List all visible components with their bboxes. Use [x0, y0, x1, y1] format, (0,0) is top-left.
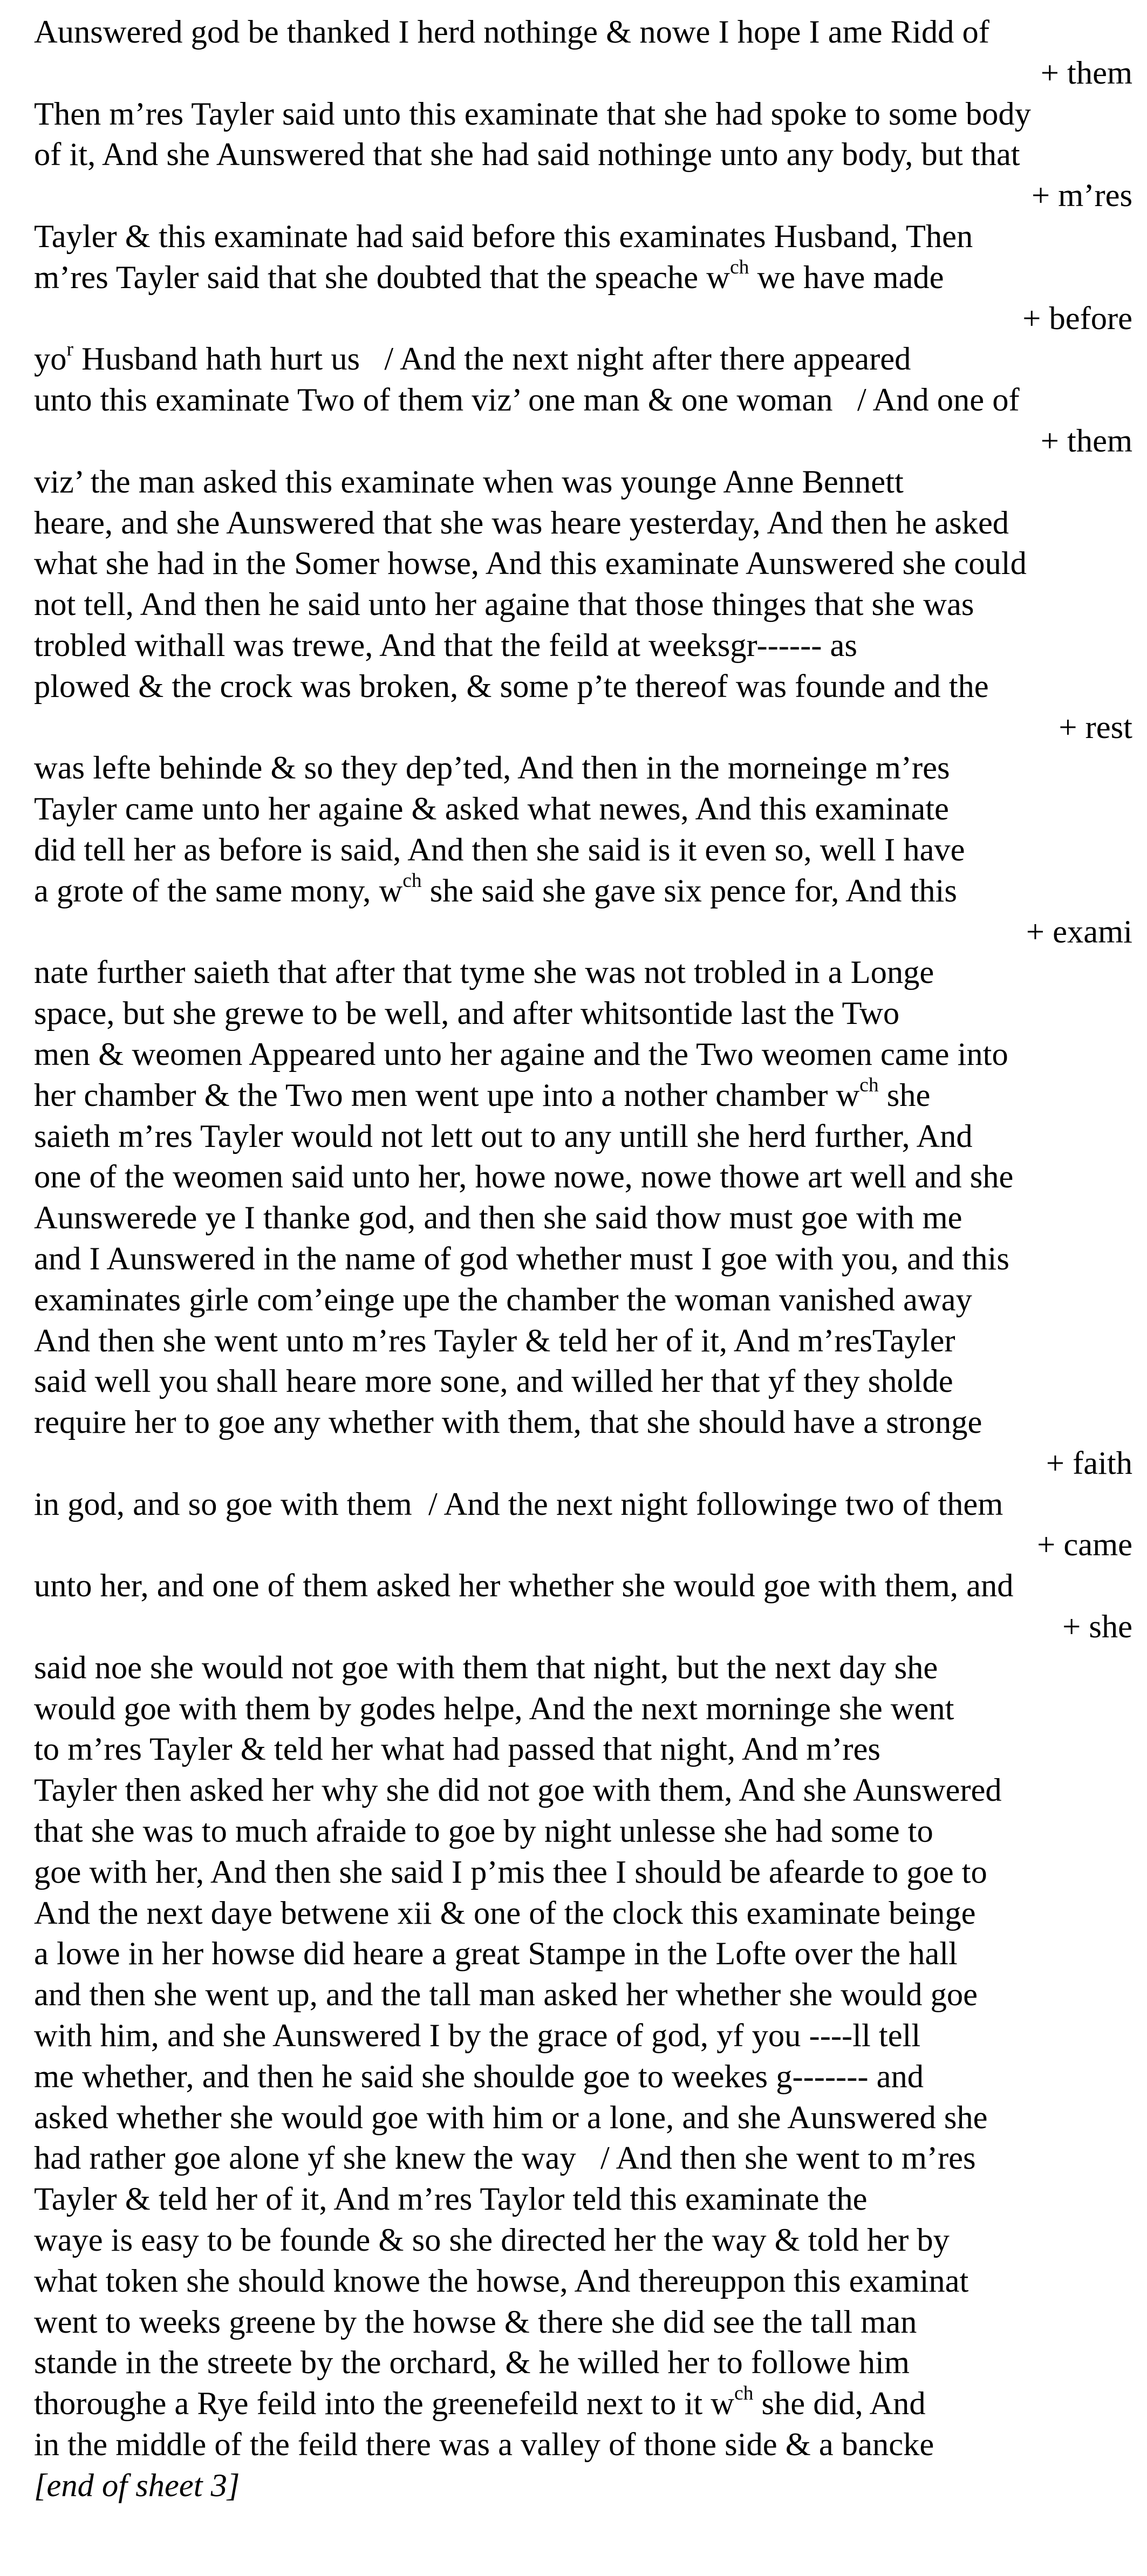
margin-insertion: + she: [1062, 1609, 1132, 1645]
text-line: unto this examinate Two of them viz’ one man & one woman / And one of: [34, 382, 1020, 419]
margin-insertion: + rest: [1059, 709, 1132, 746]
text-line: saieth m’res Tayler would not lett out to any untill she herd further, And: [34, 1118, 973, 1154]
text-line: space, but she grewe to be well, and after whitsontide last the Two: [34, 995, 900, 1032]
text-line: was lefte behinde & so they dep’ted, And then in the morneinge m’res: [34, 750, 950, 787]
margin-insertion: + exami: [1026, 913, 1132, 950]
text-line: heare, and she Aunswered that she was heare yesterday, And then he asked: [34, 504, 1009, 541]
text-line: Aunswered god be thanked I herd nothinge & nowe I hope I ame Ridd of: [34, 14, 989, 50]
text-line: what she had in the Somer howse, And this examinate Aunswered she could: [34, 545, 1027, 582]
text-line: Tayler then asked her why she did not goe with them, And she Aunswered: [34, 1772, 1002, 1809]
text-line: me whether, and then he said she shoulde goe to weekes g------- and: [34, 2058, 924, 2095]
text-line: and I Aunswered in the name of god whether must I goe with you, and this: [34, 1240, 1009, 1277]
text-line: unto her, and one of them asked her whether she would goe with them, and: [34, 1568, 1014, 1604]
text-line: not tell, And then he said unto her againe that those thinges that she was: [34, 586, 974, 623]
text-line: a grote of the same mony, $w^{ch}$ she said she gave six pence for, And this: [34, 869, 957, 909]
text-line: plowed & the crock was broken, & some p’te thereof was founde and the: [34, 668, 989, 705]
text-line: one of the weomen said unto her, howe nowe, nowe thowe art well and she: [34, 1159, 1014, 1195]
margin-insertion: + them: [1040, 422, 1132, 459]
text-line: and then she went up, and the tall man asked her whether she would goe: [34, 1977, 978, 2013]
text-line: And then she went unto m’res Tayler & teld her of it, And m’resTayler: [34, 1322, 955, 1359]
text-line: And the next daye betwene xii & one of the clock this examinate beinge: [34, 1895, 976, 1931]
text-line: in god, and so goe with them / And the next night followinge two of them: [34, 1486, 1003, 1522]
superscript-abbreviation: ch: [402, 869, 422, 892]
text-line: had rather goe alone yf she knew the way / And then she went to m’res: [34, 2140, 976, 2177]
text-line: Tayler & teld her of it, And m’res Taylor teld this examinate the: [34, 2181, 868, 2218]
text-line: in the middle of the feild there was a valley of thone side & a bancke: [34, 2427, 934, 2463]
text-line: Then m’res Tayler said unto this examinate that she had spoke to some body: [34, 95, 1031, 132]
text-line: to m’res Tayler & teld her what had passed that night, And m’res: [34, 1731, 880, 1768]
text-line: with him, and she Aunswered I by the grace of god, yf you ----ll tell: [34, 2018, 921, 2054]
margin-insertion: + m’res: [1032, 177, 1132, 214]
text-line: said noe she would not goe with them that night, but the next day she: [34, 1649, 938, 1686]
text-line: goe with her, And then she said I p’mis thee I should be afearde to goe to: [34, 1854, 987, 1890]
text-line: asked whether she would goe with him or a lone, and she Aunswered she: [34, 2099, 988, 2136]
margin-insertion: + faith: [1046, 1445, 1132, 1481]
text-line: $yo^r$ Husband hath hurt us / And the next night after there appeared: [34, 338, 911, 378]
text-line: a lowe in her howse did heare a great Stampe in the Lofte over the hall: [34, 1936, 958, 1972]
superscript-abbreviation: ch: [734, 2382, 754, 2405]
text-line: would goe with them by godes helpe, And the next morninge she went: [34, 1690, 954, 1727]
text-line: Aunswerede ye I thanke god, and then she said thow must goe with me: [34, 1200, 962, 1236]
margin-insertion: + came: [1037, 1527, 1132, 1563]
text-line: her chamber & the Two men went upe into a nother chamber $w^{ch}$ she: [34, 1074, 931, 1113]
text-line: of it, And she Aunswered that she had said nothinge unto any body, but that: [34, 136, 1020, 173]
text-line: trobled withall was trewe, And that the feild at weeksgr------ as: [34, 627, 857, 664]
text-line: nate further saieth that after that tyme she was not trobled in a Longe: [34, 954, 934, 991]
text-line: waye is easy to be founde & so she directed her the way & told her by: [34, 2222, 950, 2259]
text-line: said well you shall heare more sone, and willed her that yf they sholde: [34, 1363, 953, 1400]
margin-insertion: + them: [1040, 54, 1132, 91]
text-line: what token she should knowe the howse, And thereuppon this examinat: [34, 2263, 969, 2299]
superscript-abbreviation: ch: [859, 1074, 879, 1096]
superscript-abbreviation: ch: [729, 256, 749, 278]
text-line: stande in the streete by the orchard, & he willed her to followe him: [34, 2345, 910, 2381]
text-line: thoroughe a Rye feild into the greenefeild next to it $w^{ch}$ she did, And: [34, 2382, 926, 2422]
text-line: that she was to much afraide to goe by night unlesse she had some to: [34, 1813, 933, 1850]
margin-insertion: + before: [1022, 300, 1132, 337]
text-line: men & weomen Appeared unto her againe and the Two weomen came into: [34, 1036, 1008, 1072]
text-line: Tayler & this examinate had said before this examinates Husband, Then: [34, 218, 973, 255]
text-line: examinates girle com’einge upe the chamber the woman vanished away: [34, 1281, 972, 1318]
text-line: Tayler came unto her againe & asked what newes, And this examinate: [34, 791, 949, 828]
text-line: m’res Tayler said that she doubted that the speache $w^{ch}$ we have made: [34, 256, 944, 296]
superscript-abbreviation: r: [66, 338, 73, 360]
text-line: went to weeks greene by the howse & there she did see the tall man: [34, 2304, 917, 2340]
text-line: viz’ the man asked this examinate when was younge Anne Bennett: [34, 463, 904, 500]
transcript-page: [34, 12, 1135, 2506]
text-line: require her to goe any whether with them, that she should have a stronge: [34, 1404, 982, 1441]
text-line: did tell her as before is said, And then she said is it even so, well I have: [34, 831, 965, 868]
sheet-end-note: [end of sheet 3]: [34, 2467, 240, 2504]
